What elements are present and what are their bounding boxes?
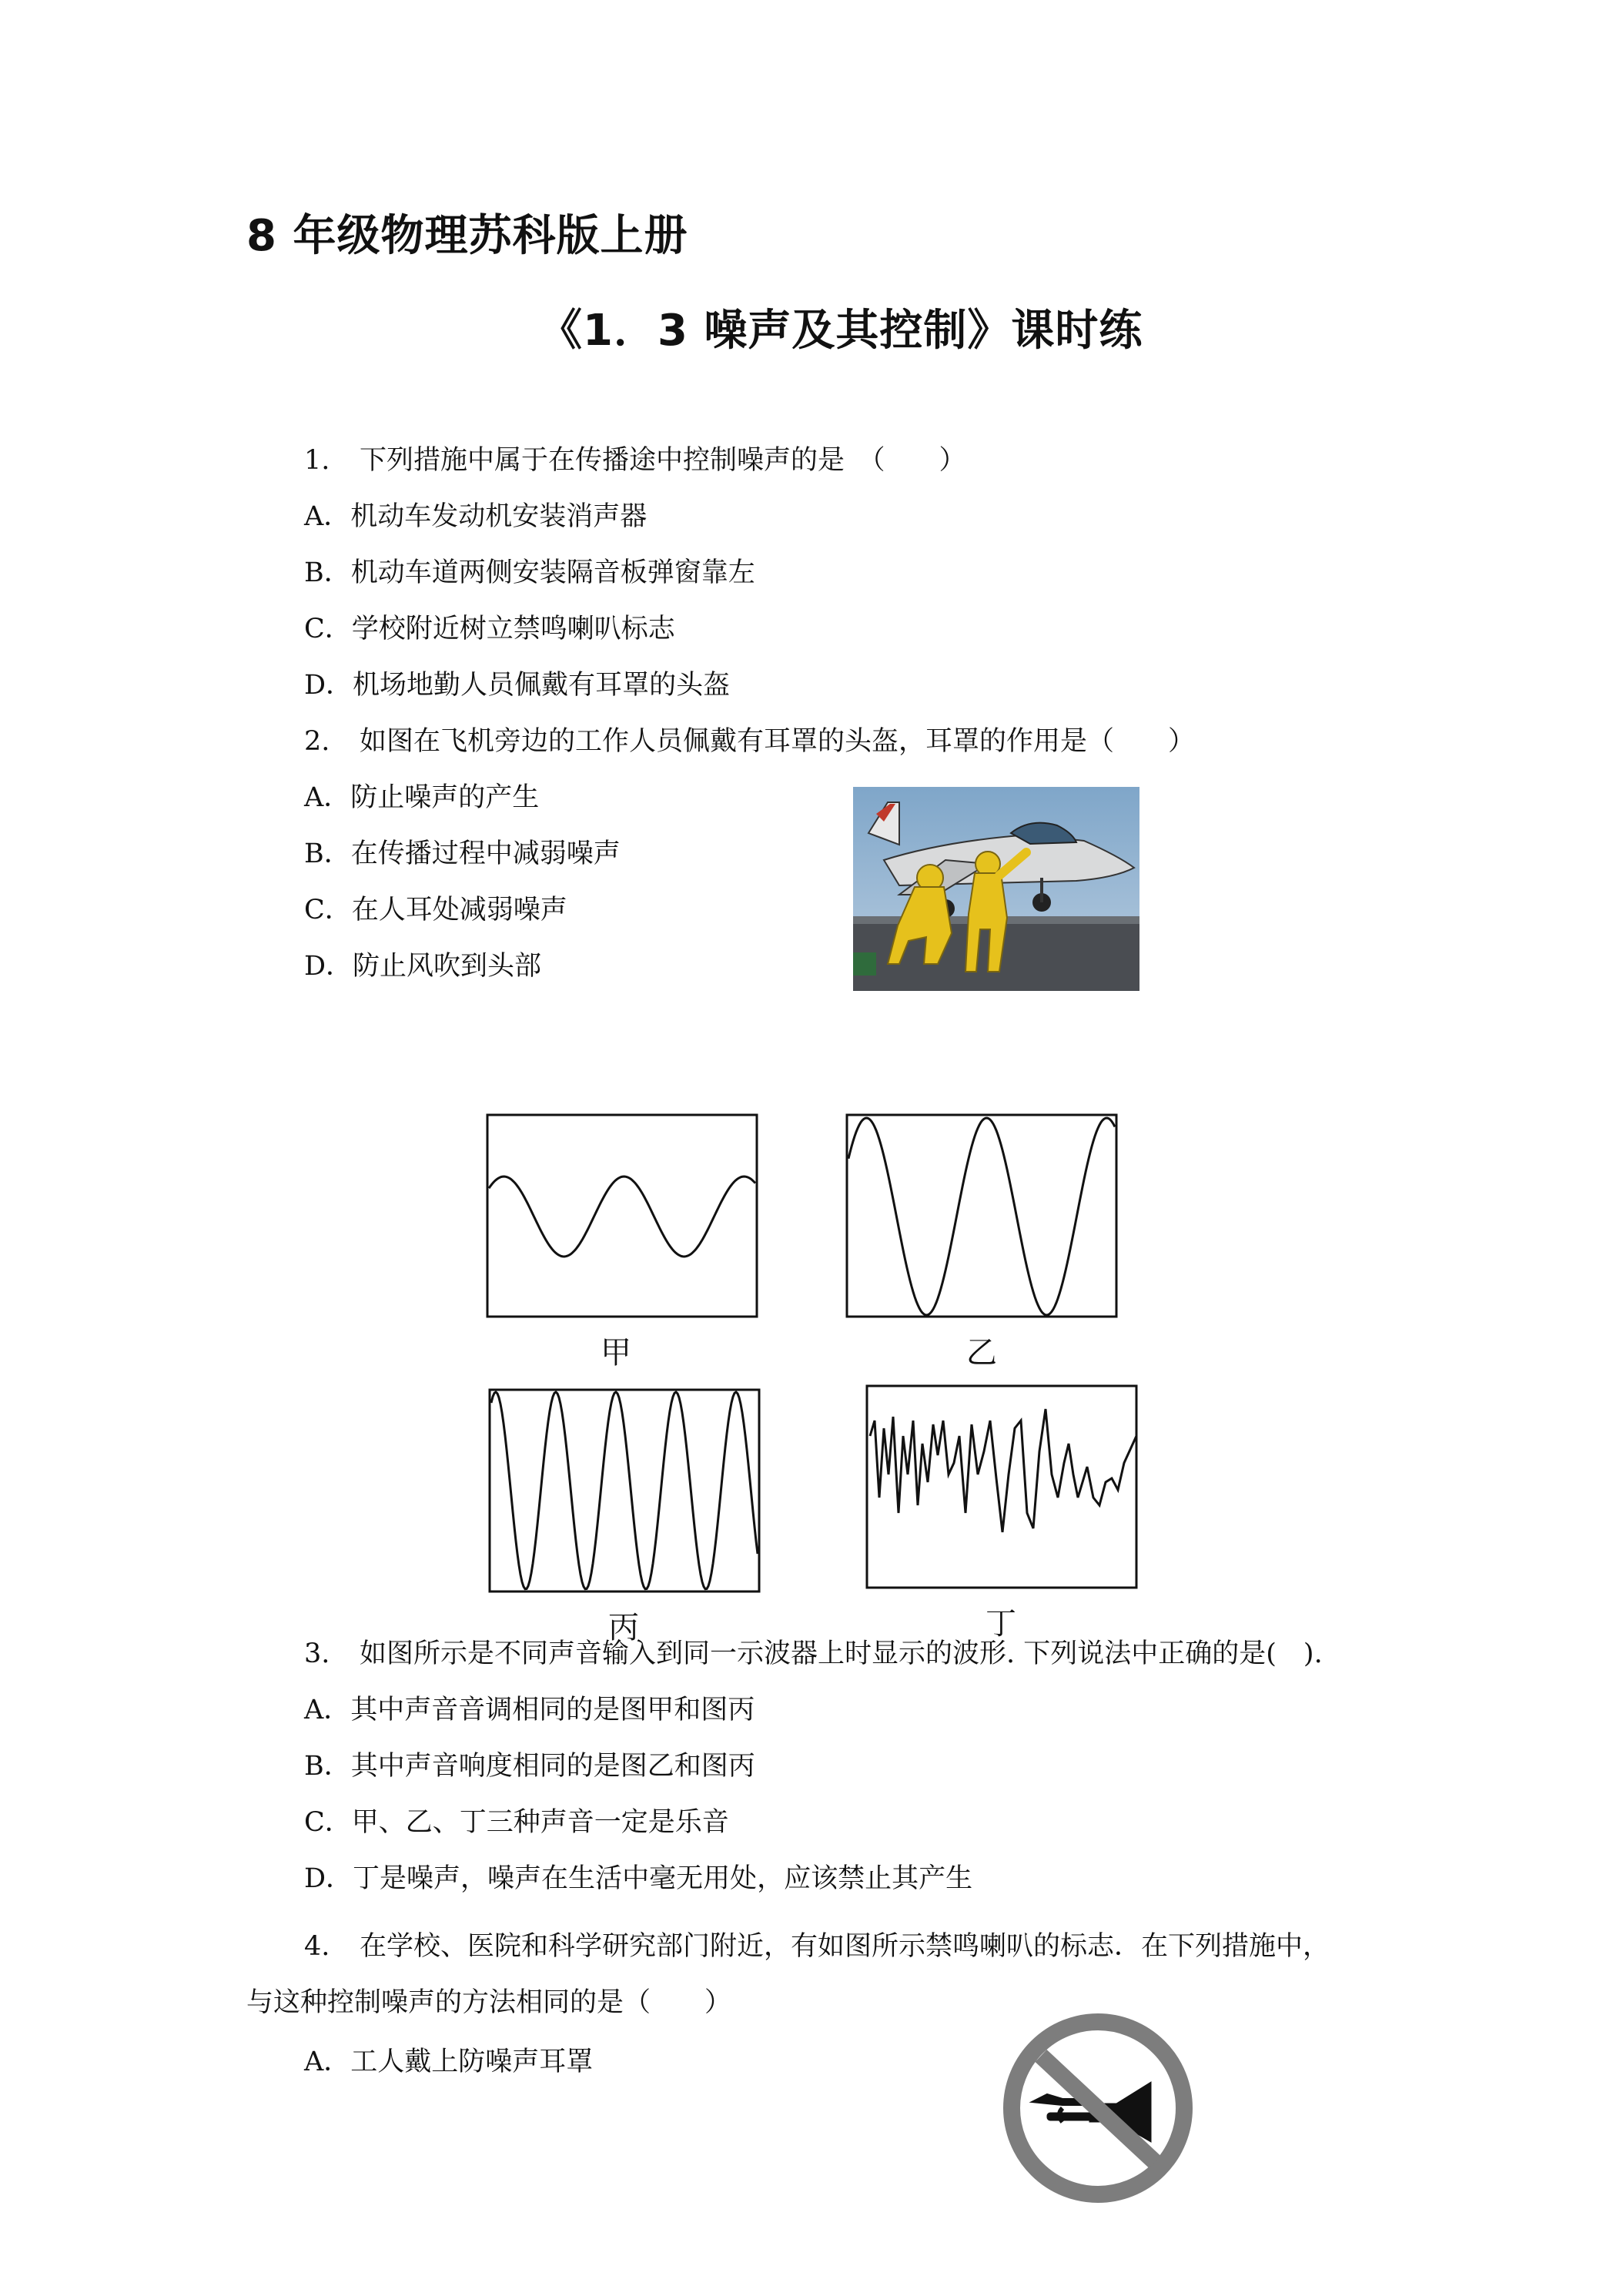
question-1 — [304, 439, 966, 477]
question-3-option-b: B．其中声音响度相同的是图乙和图丙 — [304, 1751, 755, 1782]
waveform-bing — [491, 1392, 758, 1589]
page-title: 8 年级物理苏科版上册 — [246, 211, 688, 261]
waveform-label-ding: 丁 — [986, 1606, 1016, 1642]
question-text: 如图所示是不同声音输入到同一示波器上时显示的波形. 下列说法中正确的是( ). — [360, 1638, 1323, 1669]
question-1-option-d: D．机场地勤人员佩戴有耳罩的头盔 — [304, 670, 731, 701]
question-number: 1. — [304, 445, 330, 476]
no-horn-sign — [1001, 2011, 1195, 2205]
question-1-option-a: A．机动车发动机安装消声器 — [304, 501, 648, 532]
question-3-option-a: A．其中声音音调相同的是图甲和图丙 — [304, 1695, 755, 1725]
waveform-label-bing: 丙 — [608, 1610, 639, 1645]
question-1-option-b: B．机动车道两侧安装隔音板弹窗靠左 — [304, 557, 755, 588]
waveform-frame-bing — [490, 1390, 759, 1591]
question-2-option-a: A．防止噪声的产生 — [304, 782, 540, 813]
waveform-ding — [870, 1409, 1136, 1532]
question-4 — [304, 1925, 1330, 1963]
oscilloscope-waveforms-figure — [485, 1113, 1139, 1645]
jet-deck-crew-photo — [853, 787, 1139, 991]
waveform-jia — [489, 1176, 755, 1257]
lesson-title: 《1．3 噪声及其控制》课时练 — [539, 306, 1143, 356]
waveform-label-yi: 乙 — [966, 1335, 997, 1371]
question-text: 如图在飞机旁边的工作人员佩戴有耳罩的头盔，耳罩的作用是（ ） — [360, 726, 1196, 757]
question-3-option-c: C．甲、乙、丁三种声音一定是乐音 — [304, 1807, 729, 1838]
question-2 — [304, 720, 1195, 758]
question-text: 下列措施中属于在传播途中控制噪声的是 （ ） — [360, 445, 966, 476]
question-2-option-d: D．防止风吹到头部 — [304, 951, 542, 982]
question-4-option-a: A．工人戴上防噪声耳罩 — [304, 2047, 594, 2077]
question-number: 2. — [304, 726, 330, 757]
waveform-frame-ding — [867, 1386, 1136, 1588]
question-number: 3. — [304, 1638, 330, 1669]
question-2-option-c: C．在人耳处减弱噪声 — [304, 895, 567, 925]
question-text: 在学校、医院和科学研究部门附近，有如图所示禁鸣喇叭的标志．在下列措施中， — [360, 1931, 1330, 1962]
question-number: 4. — [304, 1931, 330, 1962]
question-3 — [304, 1632, 1323, 1671]
question-4-text-continued: 与这种控制噪声的方法相同的是（ ） — [246, 1987, 732, 2018]
question-2-option-b: B．在传播过程中减弱噪声 — [304, 838, 621, 869]
question-3-option-d: D．丁是噪声，噪声在生活中毫无用处，应该禁止其产生 — [304, 1863, 973, 1894]
waveform-frame-jia — [487, 1115, 757, 1317]
waveform-yi — [848, 1118, 1115, 1315]
question-1-option-c: C．学校附近树立禁鸣喇叭标志 — [304, 614, 675, 644]
waveform-label-jia: 甲 — [601, 1335, 631, 1371]
